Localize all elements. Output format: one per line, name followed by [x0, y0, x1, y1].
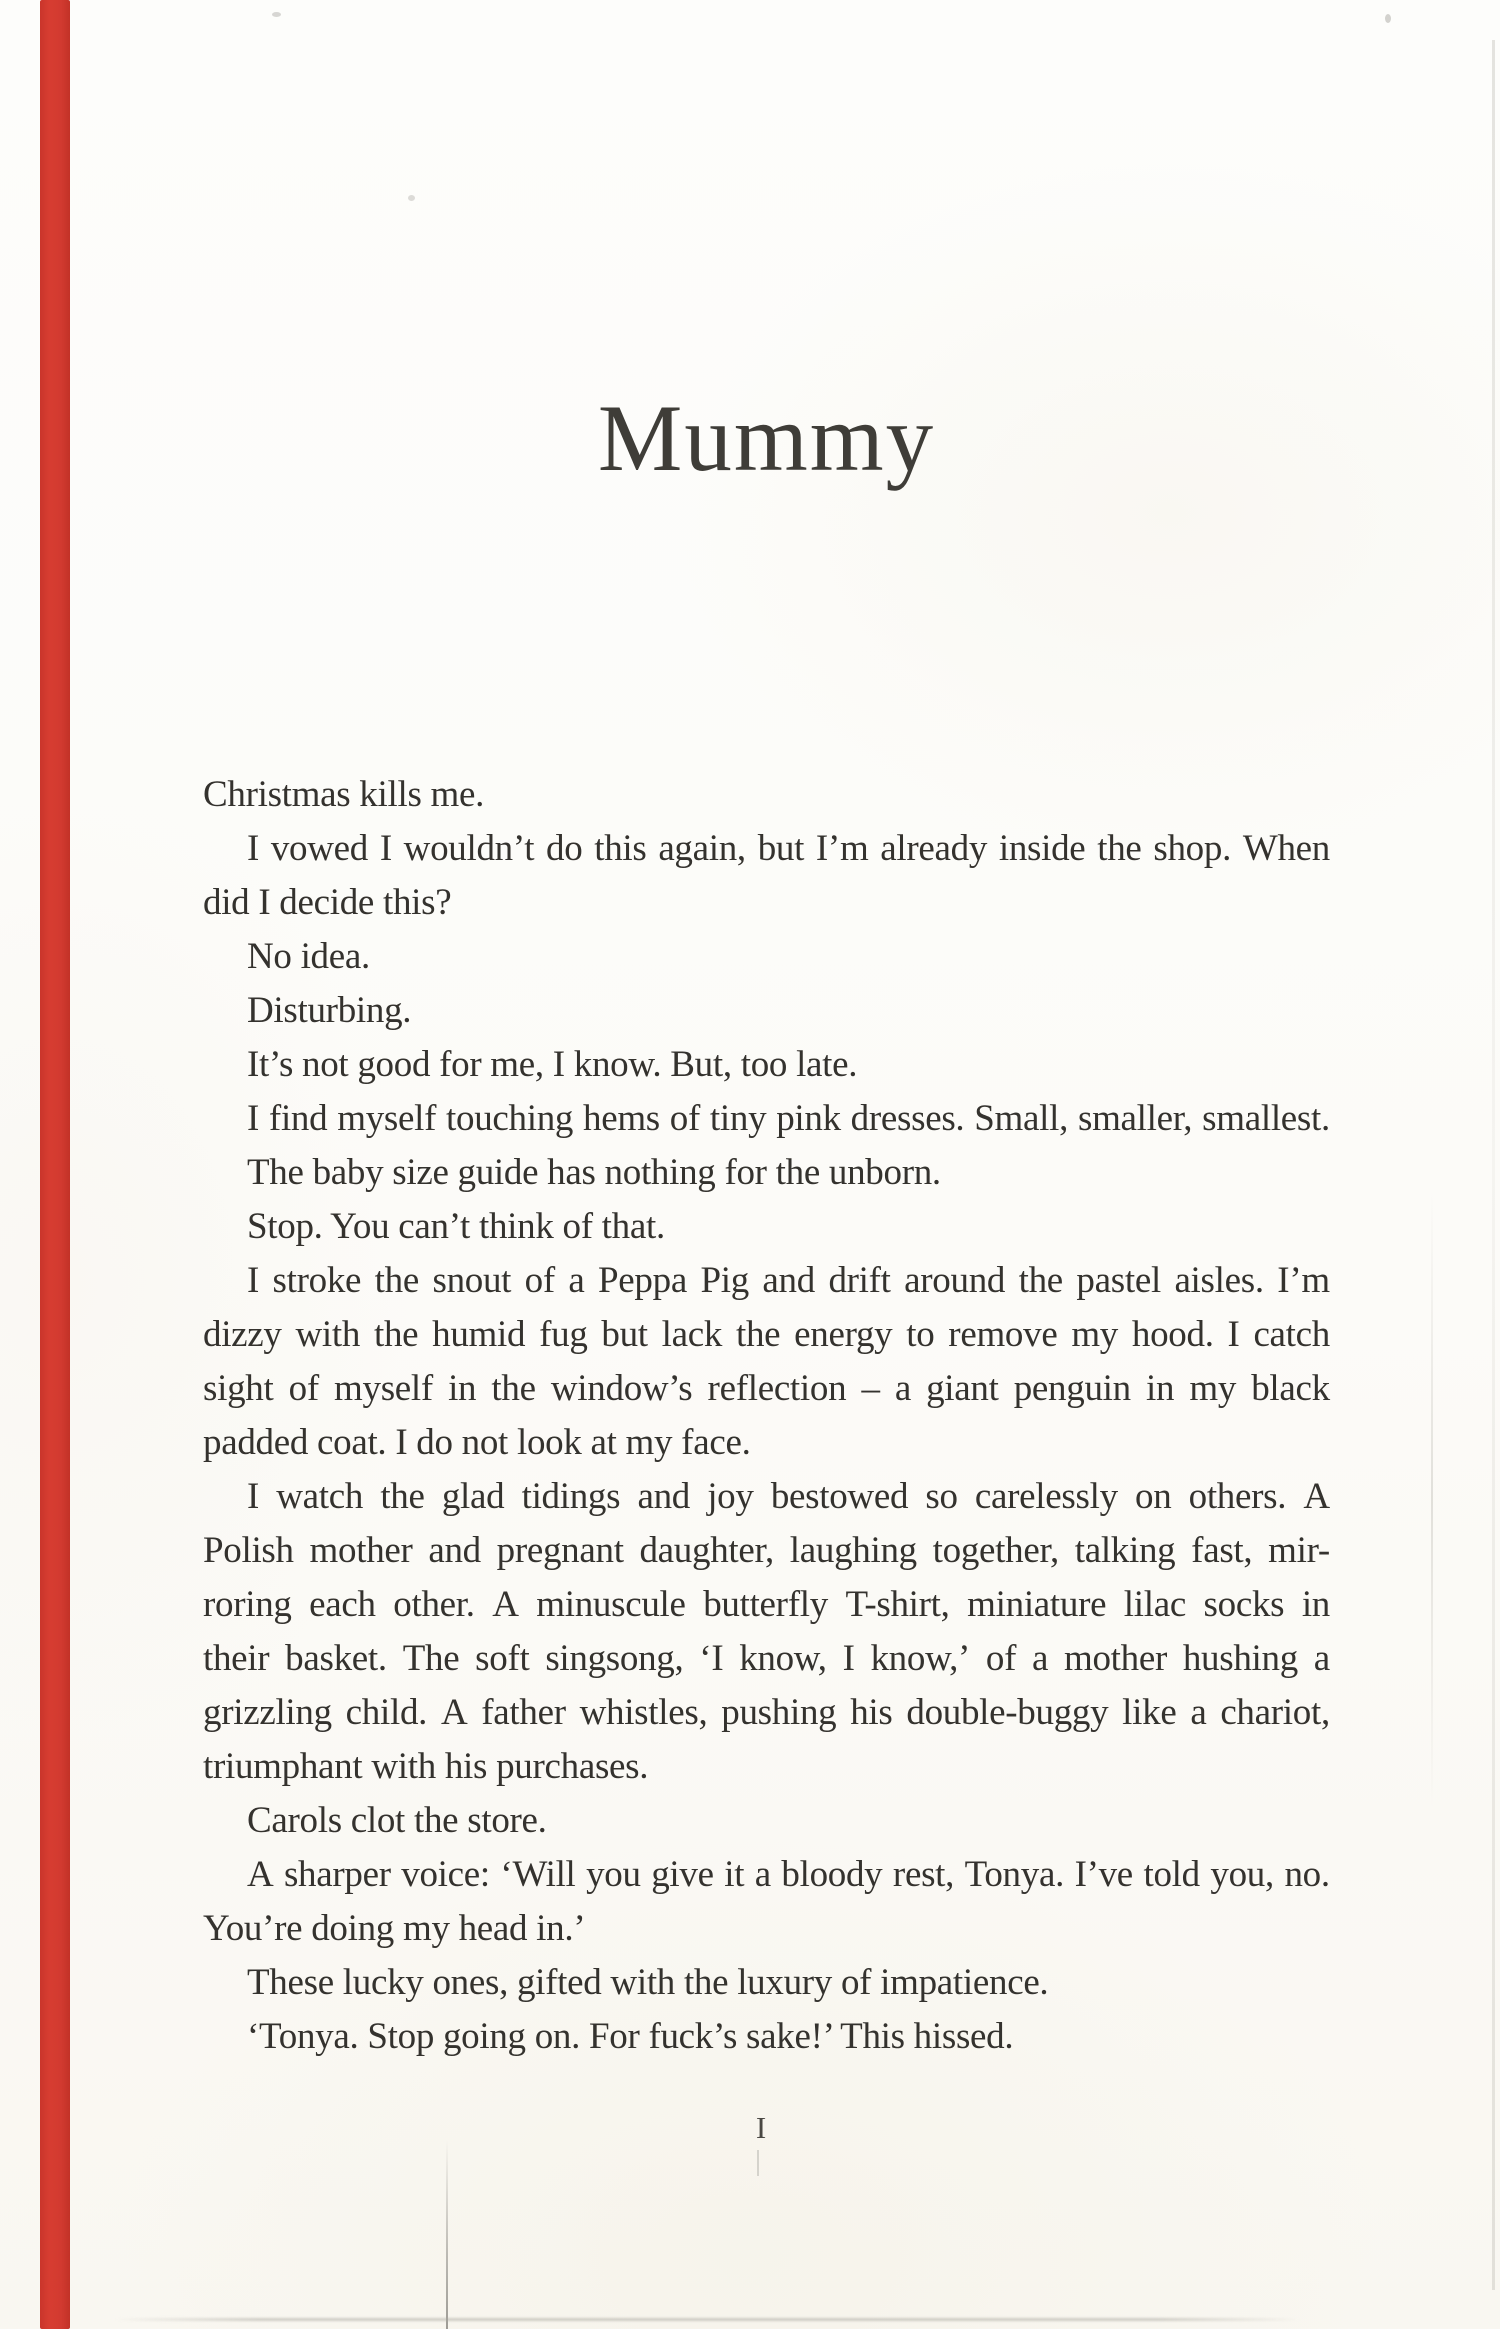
text-line: grizzling child. A father whistles, pushing his double-buggy like a chariot, — [203, 1692, 1330, 1733]
text-line: I watch the glad tidings and joy bestowed so carelessly on others. A — [247, 1476, 1330, 1517]
chapter-title: Mummy — [597, 385, 936, 491]
text-line: did I decide this? — [203, 882, 452, 923]
text-line: The baby size guide has nothing for the unborn. — [247, 1152, 941, 1193]
red-spine-stripe — [40, 0, 70, 2329]
text-line: Carols clot the store. — [247, 1800, 547, 1841]
body-text — [203, 768, 1330, 2064]
text-line: These lucky ones, gifted with the luxury of impatience. — [247, 1962, 1049, 2003]
page-edge-shadow — [115, 2318, 1300, 2321]
text-line: their basket. The soft singsong, ‘I know, I know,’ of a mother hushing a — [203, 1638, 1330, 1679]
scan-crease-line — [446, 2140, 448, 2329]
scan-speck — [272, 12, 281, 17]
scan-speck — [408, 195, 415, 201]
text-line: A sharper voice: ‘Will you give it a bloody rest, Tonya. I’ve told you, no. — [247, 1854, 1330, 1895]
text-line: It’s not good for me, I know. But, too late. — [247, 1044, 858, 1085]
page-number: I — [755, 2110, 768, 2145]
scan-speck — [757, 2150, 759, 2176]
text-line: padded coat. I do not look at my face. — [203, 1422, 751, 1463]
text-line: I stroke the snout of a Peppa Pig and drift around the pastel aisles. I’m — [247, 1260, 1330, 1301]
text-line: I find myself touching hems of tiny pink dresses. Small, smaller, smallest. — [247, 1098, 1330, 1139]
text-line: No idea. — [247, 936, 370, 977]
text-line: roring each other. A minuscule butterfly T-shirt, miniature lilac socks in — [203, 1584, 1330, 1625]
text-line: Disturbing. — [247, 990, 412, 1031]
text-line: Christmas kills me. — [203, 774, 485, 815]
text-line: sight of myself in the window’s reflection – a giant penguin in my black — [203, 1368, 1330, 1409]
page-edge-shadow — [1492, 40, 1495, 2290]
text-line: ‘Tonya. Stop going on. For fuck’s sake!’ This hissed. — [247, 2016, 1014, 2057]
text-line: dizzy with the humid fug but lack the energy to remove my hood. I catch — [203, 1314, 1330, 1355]
text-line: Stop. You can’t think of that. — [247, 1206, 665, 1247]
scan-speck — [1385, 14, 1391, 23]
scan-crease-line — [1431, 1190, 1433, 1810]
text-line: triumphant with his purchases. — [203, 1746, 649, 1787]
text-line: You’re doing my head in.’ — [203, 1908, 586, 1949]
text-line: Polish mother and pregnant daughter, laughing together, talking fast, mir- — [203, 1530, 1330, 1571]
text-line: I vowed I wouldn’t do this again, but I’m already inside the shop. When — [247, 828, 1330, 869]
